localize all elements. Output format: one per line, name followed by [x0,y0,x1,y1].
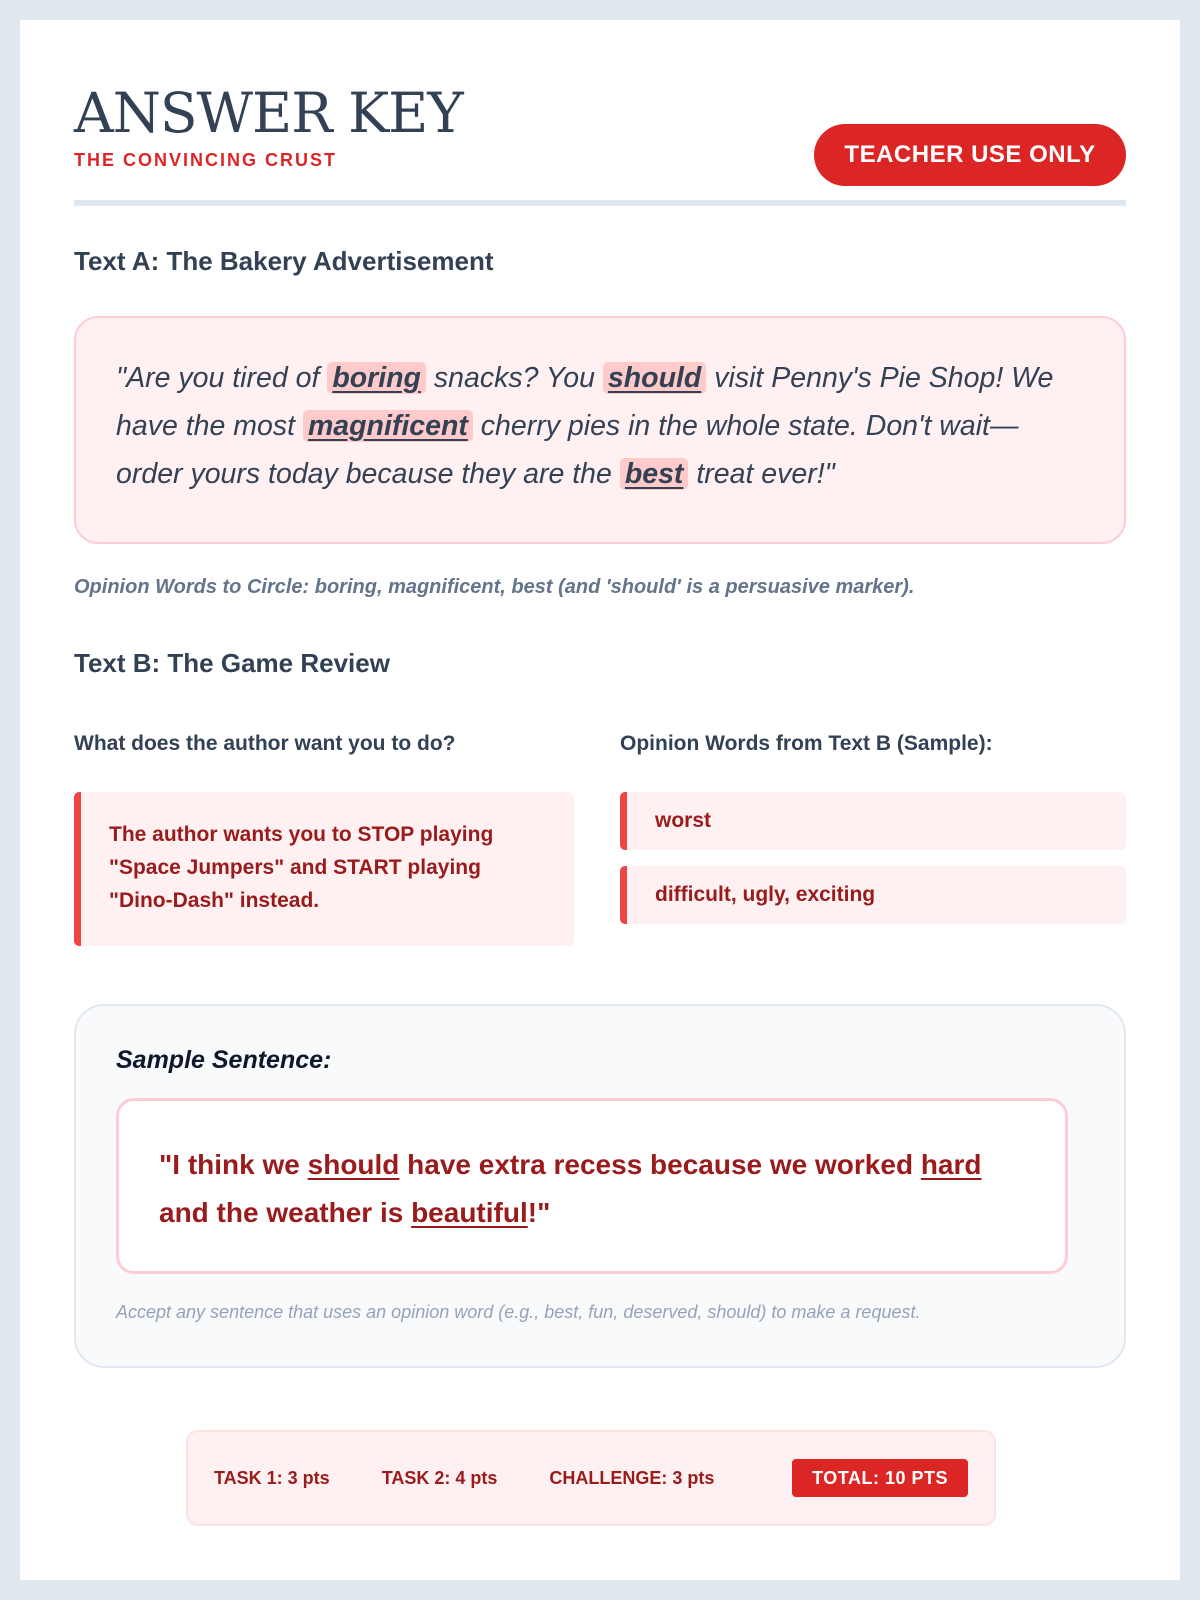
passage-text: treat ever!" [688,458,835,490]
page-title: ANSWER KEY [74,81,463,145]
question-label: What does the author want you to do? [74,732,456,755]
sentence-text: !" [527,1197,551,1228]
task1-score: TASK 1: 3 pts [214,1467,330,1488]
author-intent-answer: The author wants you to STOP playing "Space Jumpers" and START playing "Dino-Dash" instead. [74,792,574,946]
teacher-use-badge: TEACHER USE ONLY [814,124,1126,186]
scoring-bar [186,1430,996,1526]
highlighted-word: best [620,458,689,490]
passage-text: visit Penny's Pie Shop! We have the most [116,362,1054,442]
text-a-note: Opinion Words to Circle: boring, magnificent, best (and 'should' is a persuasive marker). [74,576,915,598]
opinion-word-item: worst [620,792,1126,850]
highlighted-word: boring [327,362,426,394]
passage-text: "Are you tired of [116,362,328,394]
sentence-text: "I think we [159,1149,308,1180]
total-score-badge: TOTAL: 10 PTS [792,1459,968,1497]
page-subtitle: THE CONVINCING CRUST [74,150,338,170]
passage-text: snacks? You [425,362,603,394]
sample-sentence-box [116,1098,1068,1274]
task2-score: TASK 2: 4 pts [381,1467,498,1488]
sentence-text: and the weather is [159,1197,412,1228]
text-a-title: Text A: The Bakery Advertisement [74,246,494,276]
challenge-score: CHALLENGE: 3 pts [549,1467,715,1488]
highlighted-word: magnificent [303,410,473,442]
words-label: Opinion Words from Text B (Sample): [620,732,993,755]
header [74,20,1126,206]
text-b-title: Text B: The Game Review [74,648,390,678]
text-a-passage [74,316,1126,544]
highlighted-word: should [603,362,706,394]
sample-note: Accept any sentence that uses an opinion word (e.g., best, fun, deserved, should) to make a request. [116,1302,921,1322]
sample-sentence-panel [74,1004,1126,1368]
underlined-word: hard [920,1149,982,1180]
passage-text: cherry pies in the whole state. Don't wait—order yours today because they are the [116,410,1019,490]
opinion-word-item: difficult, ugly, exciting [620,866,1126,924]
underlined-word: should [307,1149,400,1180]
sentence-text: have extra recess because we worked [399,1149,921,1180]
underlined-word: beautiful [411,1197,528,1228]
sample-label: Sample Sentence: [116,1046,332,1074]
